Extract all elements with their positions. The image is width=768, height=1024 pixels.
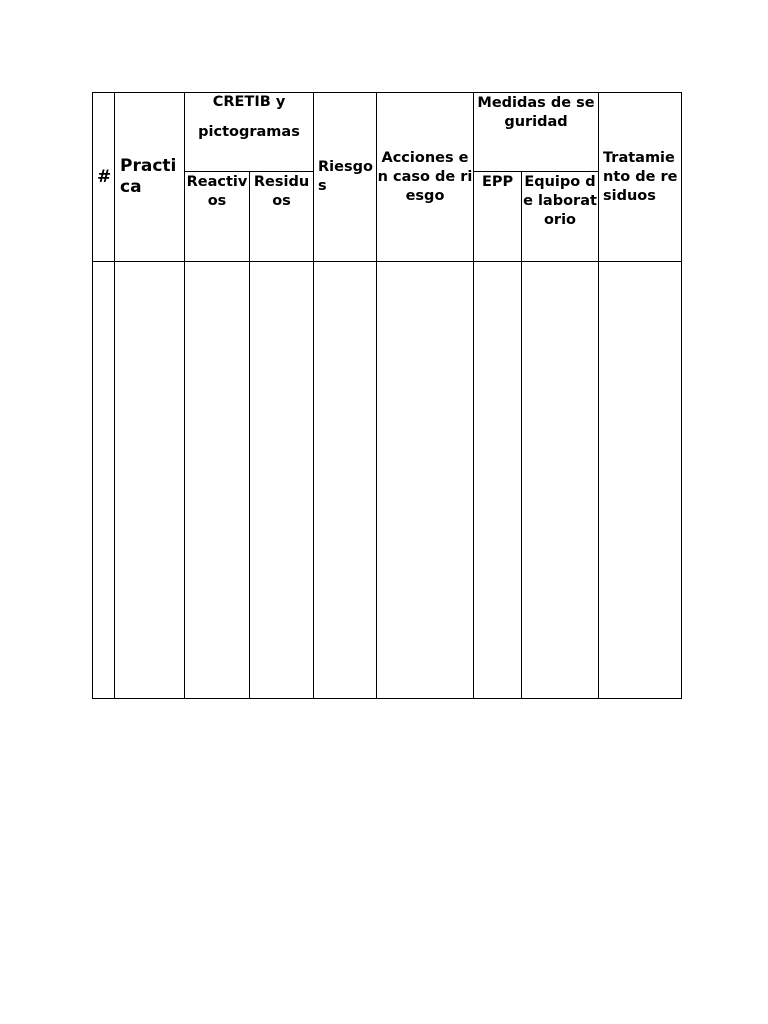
table-row (93, 262, 682, 699)
header-cretib-line1: CRETIB y (212, 94, 286, 110)
header-medidas: Medidas de seguridad (474, 93, 599, 172)
header-practica: Practica (115, 93, 185, 262)
header-riesgos: Riesgos (314, 93, 377, 262)
cell-tratamiento[interactable] (599, 262, 682, 699)
header-residuos: Residuos (250, 172, 314, 262)
cell-equipo[interactable] (522, 262, 599, 699)
header-num: # (93, 93, 115, 262)
cell-reactivos[interactable] (185, 262, 250, 699)
header-reactivos: Reactivos (185, 172, 250, 262)
cell-acciones[interactable] (377, 262, 474, 699)
cell-epp[interactable] (474, 262, 522, 699)
header-acciones: Acciones en caso de riesgo (377, 93, 474, 262)
cell-practica[interactable] (115, 262, 185, 699)
header-cretib-line2: pictogramas (198, 124, 300, 140)
header-epp: EPP (474, 172, 522, 262)
cell-riesgos[interactable] (314, 262, 377, 699)
cell-num[interactable] (93, 262, 115, 699)
header-cretib (185, 93, 314, 172)
header-tratamiento: Tratamiento de residuos (599, 93, 682, 262)
cell-residuos[interactable] (250, 262, 314, 699)
header-equipo: Equipo de laboratorio (522, 172, 599, 262)
safety-table (92, 92, 682, 699)
